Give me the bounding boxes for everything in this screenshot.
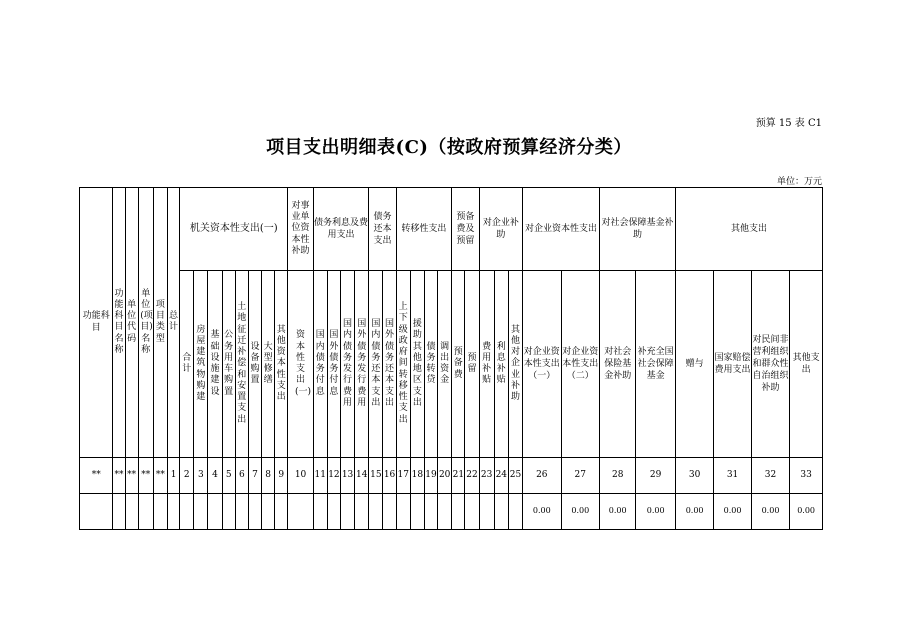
table-cell: 0.00: [561, 493, 599, 529]
table-cell: [396, 493, 410, 529]
col-number: 4: [208, 457, 222, 493]
table-cell: [438, 493, 452, 529]
table-cell: [80, 493, 113, 529]
table-cell: [288, 493, 313, 529]
col-number: 32: [751, 457, 789, 493]
table-cell: [355, 493, 369, 529]
header-row-columns: [80, 271, 823, 458]
col-number: 17: [396, 457, 410, 493]
group-header: 其他支出: [675, 188, 822, 271]
col-header: 国外债务还本支出: [383, 271, 396, 458]
group-header: 转移性支出: [396, 188, 452, 271]
col-number: 24: [494, 457, 508, 493]
col-number: 19: [424, 457, 437, 493]
budget-detail-table: [79, 187, 823, 530]
col-header: 总计: [168, 188, 180, 458]
group-header: 机关资本性支出(一): [180, 188, 288, 271]
col-header: 其他对企业补助: [508, 271, 522, 458]
table-cell: 0.00: [751, 493, 789, 529]
table-cell: [410, 493, 424, 529]
table-cell: [180, 493, 194, 529]
page-title: 项目支出明细表(C)（按政府预算经济分类）: [266, 137, 632, 158]
col-header: 大型修缮: [262, 271, 275, 458]
col-header: 土地征迁补偿和安置支出: [235, 271, 248, 458]
col-header: 设备购置: [248, 271, 261, 458]
col-number: 23: [479, 457, 494, 493]
group-header: 债务利息及费用支出: [313, 188, 369, 271]
table-cell: 0.00: [790, 493, 823, 529]
table-cell: 0.00: [600, 493, 636, 529]
column-number-row: [80, 457, 823, 493]
col-header: 预备费: [452, 271, 465, 458]
col-number: 27: [561, 457, 599, 493]
table-cell: [452, 493, 465, 529]
col-header: 国家赔偿费用支出: [714, 271, 751, 458]
group-header: 债务还本支出: [369, 188, 396, 271]
table-cell: [479, 493, 494, 529]
group-header: 预备费及预留: [452, 188, 479, 271]
table-cell: [369, 493, 383, 529]
col-number: 28: [600, 457, 636, 493]
col-number: 14: [355, 457, 369, 493]
table-cell: 0.00: [636, 493, 675, 529]
table-cell: [327, 493, 340, 529]
col-header: 其他支出: [790, 271, 823, 458]
col-number: 31: [714, 457, 751, 493]
col-header: 国外债务发行费用: [355, 271, 369, 458]
table-cell: [222, 493, 235, 529]
table-cell: [235, 493, 248, 529]
table-cell: [168, 493, 180, 529]
table-cell: 0.00: [523, 493, 561, 529]
col-header: 债务转贷: [424, 271, 437, 458]
table-cell: [248, 493, 261, 529]
table-cell: [494, 493, 508, 529]
table-cell: [153, 493, 167, 529]
col-number: 29: [636, 457, 675, 493]
table-cell: [125, 493, 138, 529]
col-number: 33: [790, 457, 823, 493]
col-number: 3: [194, 457, 208, 493]
col-number: 10: [288, 457, 313, 493]
col-header: 援助其他地区支出: [410, 271, 424, 458]
col-header: 补充全国社会保障基金: [636, 271, 675, 458]
col-number: 12: [327, 457, 340, 493]
table-cell: [383, 493, 396, 529]
col-header: 对企业资本性支出（二）: [561, 271, 599, 458]
col-number: 22: [465, 457, 479, 493]
group-header: 对事业单位资本性补助: [288, 188, 313, 271]
table-cell: [424, 493, 437, 529]
col-number: **: [113, 457, 125, 493]
col-number: 7: [248, 457, 261, 493]
col-header: 单位(项目)名称: [138, 188, 153, 458]
col-number: 9: [275, 457, 288, 493]
col-header: 上下级政府间转移性支出: [396, 271, 410, 458]
col-header: 国内债务发行费用: [340, 271, 354, 458]
table-cell: [138, 493, 153, 529]
col-number: 15: [369, 457, 383, 493]
col-number: 2: [180, 457, 194, 493]
col-header: 国内债务付息: [313, 271, 327, 458]
col-number: **: [125, 457, 138, 493]
col-header: 利息补贴: [494, 271, 508, 458]
col-number: 21: [452, 457, 465, 493]
col-header: 对民间非营利组织和群众性自治组织补助: [751, 271, 789, 458]
table-cell: 0.00: [675, 493, 713, 529]
col-number: 25: [508, 457, 522, 493]
col-number: 18: [410, 457, 424, 493]
col-header: 对企业资本性支出（一）: [523, 271, 561, 458]
col-number: 6: [235, 457, 248, 493]
col-number: 26: [523, 457, 561, 493]
header-row-groups: [80, 188, 823, 271]
col-number: 30: [675, 457, 713, 493]
col-number: 5: [222, 457, 235, 493]
col-number: 8: [262, 457, 275, 493]
col-number: 1: [168, 457, 180, 493]
col-header: 房屋建筑物购建: [194, 271, 208, 458]
col-header: 国内债务还本支出: [369, 271, 383, 458]
table-cell: [194, 493, 208, 529]
group-header: 对社会保障基金补助: [600, 188, 676, 271]
table-row: [80, 493, 823, 529]
col-header: 基础设施建设: [208, 271, 222, 458]
group-header: 对企业补助: [479, 188, 523, 271]
table-code: 预算 15 表 C1: [755, 118, 822, 129]
col-header: 费用补贴: [479, 271, 494, 458]
col-number: **: [80, 457, 113, 493]
col-number: **: [138, 457, 153, 493]
col-number: 13: [340, 457, 354, 493]
col-number: 11: [313, 457, 327, 493]
col-header: 赠与: [675, 271, 713, 458]
col-header: 对社会保险基金补助: [600, 271, 636, 458]
table-cell: [275, 493, 288, 529]
table-cell: [113, 493, 125, 529]
col-header: 合计: [180, 271, 194, 458]
col-header: 其他资本性支出: [275, 271, 288, 458]
table-cell: [313, 493, 327, 529]
group-header: 对企业资本性支出: [523, 188, 600, 271]
col-number: **: [153, 457, 167, 493]
col-number: 16: [383, 457, 396, 493]
col-header: 公务用车购置: [222, 271, 235, 458]
table-cell: 0.00: [714, 493, 751, 529]
unit-label: 单位：万元: [776, 177, 822, 187]
table-cell: [340, 493, 354, 529]
col-number: 20: [438, 457, 452, 493]
col-header: 资本性支出(一): [288, 271, 313, 458]
col-header: 预留: [465, 271, 479, 458]
table-cell: [208, 493, 222, 529]
col-header: 项目类型: [153, 188, 167, 458]
col-header: 功能科目名称: [113, 188, 125, 458]
col-header: 国外债务付息: [327, 271, 340, 458]
col-header: 调出资金: [438, 271, 452, 458]
col-header: 单位代码: [125, 188, 138, 458]
table-cell: [508, 493, 522, 529]
table-cell: [465, 493, 479, 529]
table-cell: [262, 493, 275, 529]
col-header: 功能科目: [80, 188, 113, 458]
